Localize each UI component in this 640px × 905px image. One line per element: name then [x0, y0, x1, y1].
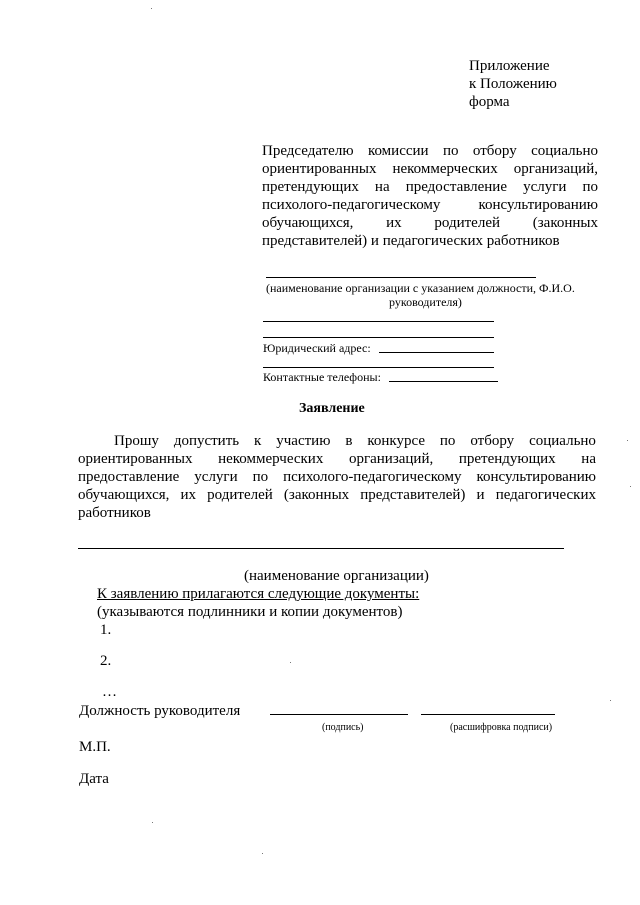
decoding-caption: (расшифровка подписи): [450, 722, 553, 733]
word: Прошу: [114, 433, 159, 449]
stamp-label: М.П.: [79, 739, 111, 755]
word: конкурсе: [367, 433, 425, 449]
word: представителей): [360, 487, 466, 503]
signature-decoding-line: [421, 714, 555, 715]
attachment-ellipsis: …: [102, 684, 117, 700]
word: участию: [276, 433, 331, 449]
appendix-line-1: Приложение: [469, 58, 550, 74]
word: родителей: [434, 215, 501, 231]
scan-speck: [627, 440, 628, 441]
scan-speck: [152, 822, 153, 823]
body-line-3: [78, 468, 596, 486]
word: допустить: [173, 433, 240, 449]
attachment-item-1: 1.: [100, 622, 112, 638]
body-line-4: [78, 486, 596, 504]
body-line-5: работников: [78, 505, 151, 521]
document-title: Заявление: [299, 401, 365, 416]
blank-line: [263, 367, 494, 368]
word: педагогических: [495, 487, 596, 503]
phones-label: Контактные телефоны:: [263, 370, 381, 384]
word: по: [252, 469, 269, 485]
body-line-2: [78, 450, 596, 468]
word: услуги: [523, 179, 567, 195]
word: претендующих: [262, 179, 359, 195]
phones-line: [389, 381, 498, 382]
attachments-note: (указываются подлинники и копии документов): [97, 604, 403, 620]
appendix-line-2: к Положению: [469, 76, 557, 92]
legal-address-line: [379, 352, 494, 353]
date-label: Дата: [79, 771, 109, 787]
scan-speck: [151, 8, 152, 9]
word: их: [180, 487, 197, 503]
word: обучающихся,: [262, 215, 354, 231]
word: ориентированных: [262, 161, 377, 177]
addressee-line-6: представителей) и педагогических работников: [262, 233, 560, 249]
word: претендующих: [458, 451, 556, 467]
attachments-heading: К заявлению прилагаются следующие документы:: [97, 586, 420, 602]
scan-speck: [290, 662, 291, 663]
word: некоммерческих: [218, 451, 324, 467]
word: консультированию: [478, 197, 598, 213]
word: комиссии: [367, 143, 429, 159]
blank-line: [263, 321, 494, 322]
body-line-1: [114, 432, 596, 450]
addressee-line-5: [262, 214, 598, 232]
word: психолого-педагогическому: [262, 197, 441, 213]
addressee-line-3: [262, 178, 598, 196]
signature-caption: (подпись): [322, 722, 364, 733]
scan-speck: [610, 700, 611, 701]
word: по: [582, 179, 598, 195]
word: к: [254, 433, 262, 449]
word: психолого-педагогическому: [283, 469, 462, 485]
word: отбору: [472, 143, 517, 159]
word: их: [386, 215, 402, 231]
word: (законных: [532, 215, 598, 231]
addressee-line-4: [262, 196, 598, 214]
signature-line: [270, 714, 408, 715]
organization-caption: (наименование организации): [244, 568, 429, 584]
org-caption-line-2: руководителя): [389, 295, 462, 309]
word: социально: [531, 143, 598, 159]
word: по: [439, 433, 456, 449]
position-label: Должность руководителя: [79, 703, 241, 719]
word: обучающихся,: [78, 487, 170, 503]
word: в: [345, 433, 353, 449]
word: организаций,: [348, 451, 434, 467]
org-caption-line-1: (наименование организации с указанием должности, Ф.И.О.: [266, 281, 575, 295]
word: некоммерческих: [392, 161, 498, 177]
attachment-item-2: 2.: [100, 653, 112, 669]
word: отбору: [470, 433, 515, 449]
scan-speck: [262, 853, 263, 854]
org-name-line: [266, 277, 536, 278]
scan-speck: [630, 486, 631, 487]
word: и: [476, 487, 485, 503]
word: на: [374, 179, 390, 195]
blank-line: [263, 337, 494, 338]
addressee-line-2: [262, 160, 598, 178]
word: социально: [529, 433, 596, 449]
word: родителей: [207, 487, 273, 503]
word: услуги: [194, 469, 238, 485]
legal-address-label: Юридический адрес:: [263, 341, 371, 355]
word: консультированию: [476, 469, 596, 485]
addressee-line-1: [262, 142, 598, 160]
word: на: [581, 451, 596, 467]
appendix-line-3: форма: [469, 94, 510, 110]
word: (законных: [283, 487, 350, 503]
word: ориентированных: [78, 451, 193, 467]
word: Председателю: [262, 143, 354, 159]
word: по: [442, 143, 459, 159]
word: организаций,: [513, 161, 598, 177]
word: предоставление: [78, 469, 180, 485]
organization-name-line: [78, 548, 564, 549]
word: предоставление: [405, 179, 507, 195]
